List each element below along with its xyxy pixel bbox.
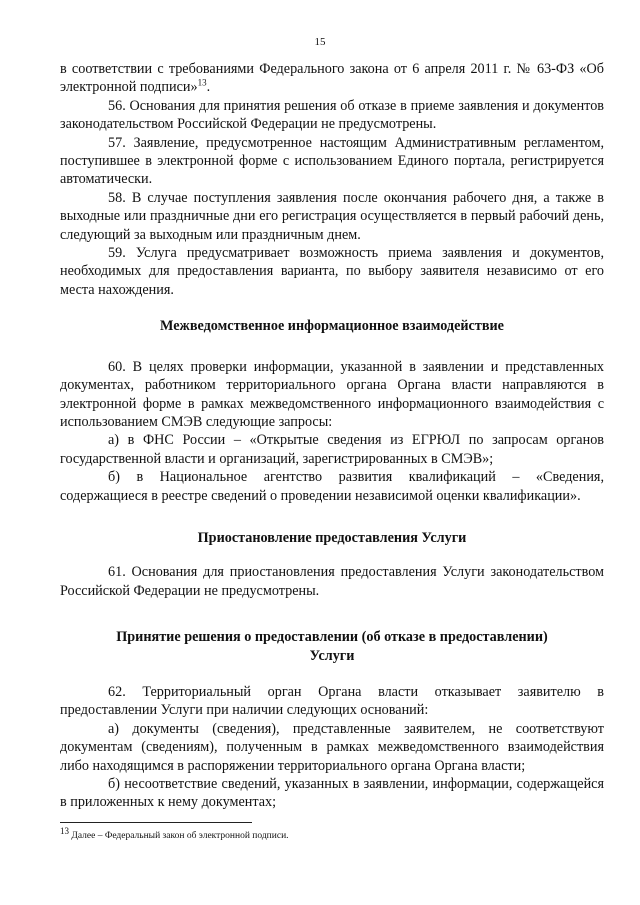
heading-interagency: Межведомственное информационное взаимодействие (160, 318, 504, 335)
paragraph-tail: . (206, 79, 211, 96)
paragraph-60-a: а) в ФНС России – «Открытые сведения из ЕГРЮЛ по запросам органов государственной власти и организаций, зарегистрированных в СМЭВ»; (60, 432, 604, 467)
footnote (60, 825, 604, 842)
paragraph-56: 56. Основания для принятия решения об отказе в приеме заявления и документов законодательством Российской Федерации не предусмотрены. (60, 97, 604, 133)
document-body (60, 60, 604, 812)
paragraph-62: 62. Территориальный орган Органа власти отказывает заявителю в предоставлении Услуги при наличии следующих оснований: (60, 683, 604, 719)
footnote-reference[interactable]: 13 (197, 77, 207, 88)
paragraph-62-b: б) несоответствие сведений, указанных в заявлении, информации, содержащейся в приложенных к нему документах; (60, 776, 604, 811)
paragraph-text: в соответствии с требованиями Федерального закона от 6 апреля 2011 г. № 63-ФЗ «Об электронной подписи» (60, 61, 604, 96)
footnote-divider (60, 822, 252, 823)
paragraph-61: 61. Основания для приостановления предоставления Услуги законодательством Российской Федерации не предусмотрены. (60, 564, 604, 599)
heading-suspension: Приостановление предоставления Услуги (197, 529, 467, 546)
heading-decision-line1: Принятие решения о предоставлении (об отказе в предоставлении) (116, 629, 548, 646)
paragraph-60: 60. В целях проверки информации, указанной в заявлении и представленных документах, работником территориального органа Органа власти направляются в электронной форме в рамках межведомственного информационного взаимодействия с использованием СМЭВ следующие запросы: (60, 358, 604, 430)
heading-decision-line2: Услуги (309, 647, 355, 664)
page-number: 15 (314, 36, 326, 48)
paragraph-57: 57. Заявление, предусмотренное настоящим Административным регламентом, поступившее в электронной форме с использованием Единого портала, регистрируется автоматически. (60, 134, 604, 188)
paragraph-62-a: а) документы (сведения), представленные заявителем, не соответствуют документам (сведениям), полученным в рамках межведомственного взаимодействия либо находящимся в распоряжении территориального органа Органа власти; (60, 720, 604, 774)
heading-decision (60, 628, 604, 665)
paragraph-58: 58. В случае поступления заявления после окончания рабочего дня, а также в выходные или праздничные дни его регистрация осуществляется в первый рабочий день, следующий за выходным или праздничным днем. (60, 189, 604, 243)
paragraph-continuation (60, 60, 604, 97)
footnote-text: Далее – Федеральный закон об электронной подписи. (69, 831, 289, 841)
paragraph-60-b: б) в Национальное агентство развития квалификаций – «Сведения, содержащиеся в реестре сведений о проведении независимой оценки квалификации». (60, 469, 604, 504)
paragraph-59: 59. Услуга предусматривает возможность приема заявления и документов, необходимых для предоставления варианта, по выбору заявителя независимо от его места нахождения. (60, 245, 604, 298)
footnote-mark: 13 (60, 825, 69, 836)
